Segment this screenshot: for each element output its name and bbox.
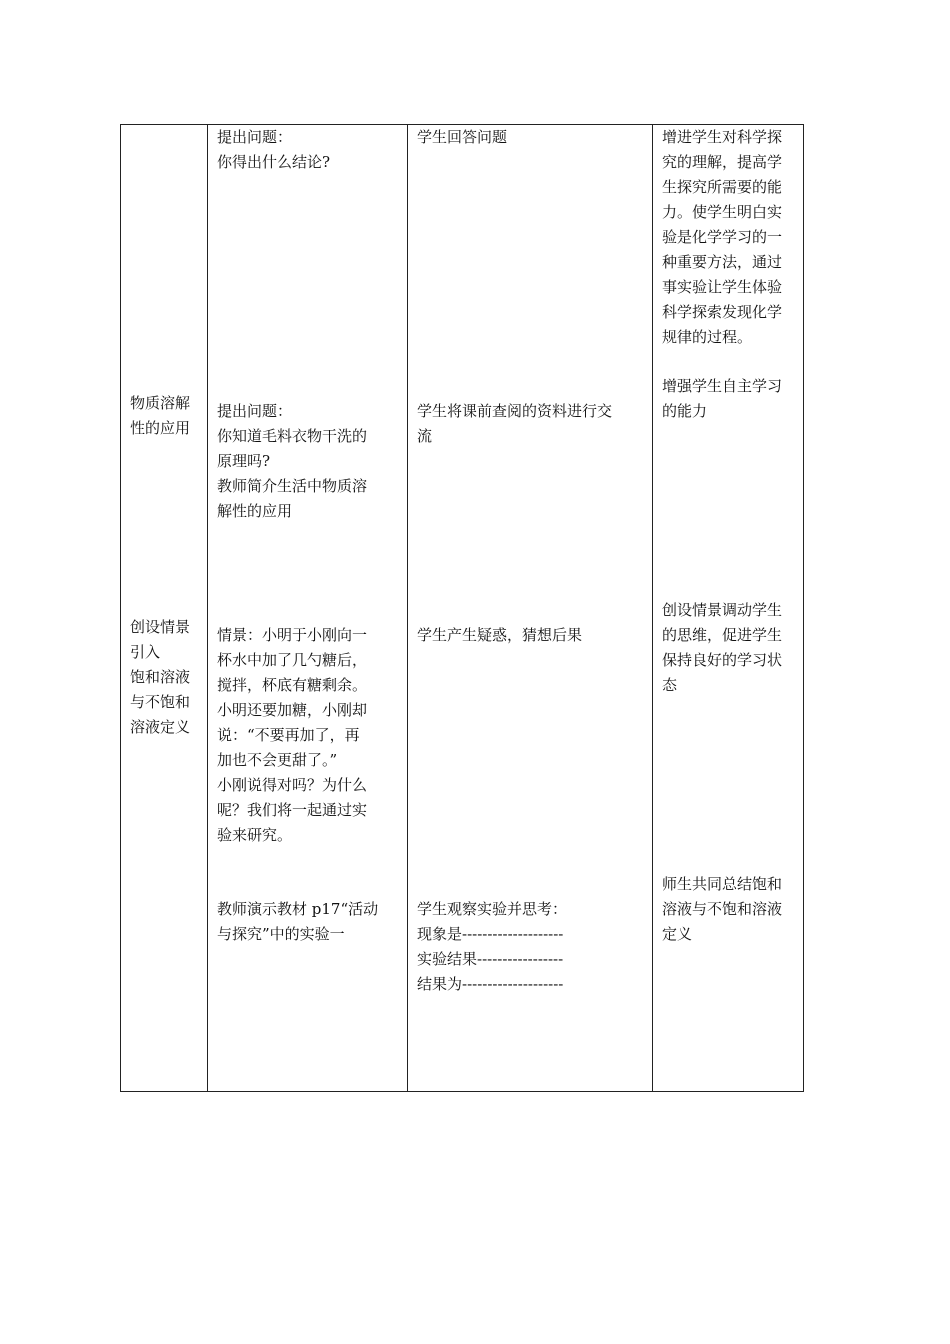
text-line: 实验结果----------------- [417,950,564,968]
text-line: 小刚说得对吗？为什么 [217,776,368,794]
section-title-scene [130,615,190,740]
text-line: 说：“不要再加了，再 [217,726,360,744]
text-line: 学生将课前查阅的资料进行交 [417,402,613,420]
text-line: 创设情景 [130,618,191,636]
text-line: 小明还要加糖，小刚却 [217,701,368,719]
text-line: 规律的过程。 [662,328,753,346]
text-line: 溶液定义 [130,718,191,736]
purpose-1 [662,125,782,350]
text-line: 现象是-------------------- [417,925,564,943]
text-line: 教师演示教材 p17“活动 [217,900,379,918]
text-line: 态 [662,676,678,694]
column-divider [407,125,408,1091]
text-line: 增强学生自主学习 [662,377,783,395]
student-exchange [417,399,612,449]
text-line: 的思维，促进学生 [662,626,783,644]
text-line: 溶液与不饱和溶液 [662,900,783,918]
text-line: 原理吗? [217,452,271,470]
text-line: 与探究”中的实验一 [217,925,345,943]
text-line: 增进学生对科学探 [662,128,783,146]
text-line: 搅拌，杯底有糖剩余。 [217,676,368,694]
text-line: 你知道毛料衣物干洗的 [217,427,368,445]
student-doubt [417,623,582,648]
text-line: 定义 [662,925,693,943]
text-line: 与不饱和 [130,693,191,711]
text-line: 结果为-------------------- [417,975,564,993]
student-answer [417,125,507,150]
text-line: 加也不会更甜了。” [217,751,338,769]
text-line: 引入 [130,643,161,661]
text-line: 种重要方法，通过 [662,253,783,271]
teacher-question-dryclean [217,399,367,524]
purpose-4 [662,872,782,947]
text-line: 创设情景调动学生 [662,601,783,619]
column-divider [652,125,653,1091]
teacher-scene [217,623,367,848]
teacher-demo [217,897,378,947]
text-line: 提出问题： [217,128,293,146]
column-divider [207,125,208,1091]
text-line: 饱和溶液 [130,668,191,686]
lesson-plan-table [120,124,804,1092]
text-line: 究的理解，提高学 [662,153,783,171]
teacher-question-conclusion [217,125,330,175]
text-line: 学生回答问题 [417,128,508,146]
text-line: 杯水中加了几勺糖后， [217,651,368,669]
text-line: 事实验让学生体验 [662,278,783,296]
text-line: 情景：小明于小刚向一 [217,626,368,644]
text-line: 师生共同总结饱和 [662,875,783,893]
text-line: 学生产生疑惑，猜想后果 [417,626,583,644]
section-title-apply [130,391,190,441]
text-line: 解性的应用 [217,502,293,520]
text-line: 保持良好的学习状 [662,651,783,669]
text-line: 力。使学生明白实 [662,203,783,221]
purpose-3 [662,598,782,698]
text-line: 性的应用 [130,419,191,437]
text-line: 物质溶解 [130,394,191,412]
text-line: 教师简介生活中物质溶 [217,477,368,495]
text-line: 提出问题： [217,402,293,420]
text-line: 验是化学学习的一 [662,228,783,246]
text-line: 科学探索发现化学 [662,303,783,321]
text-line: 验来研究。 [217,826,293,844]
text-line: 你得出什么结论? [217,153,331,171]
text-line: 生探究所需要的能 [662,178,783,196]
student-observe [417,897,567,997]
text-line: 的能力 [662,402,708,420]
text-line: 流 [417,427,433,445]
purpose-2 [662,374,782,424]
text-line: 学生观察实验并思考： [417,900,568,918]
text-line: 呢？我们将一起通过实 [217,801,368,819]
